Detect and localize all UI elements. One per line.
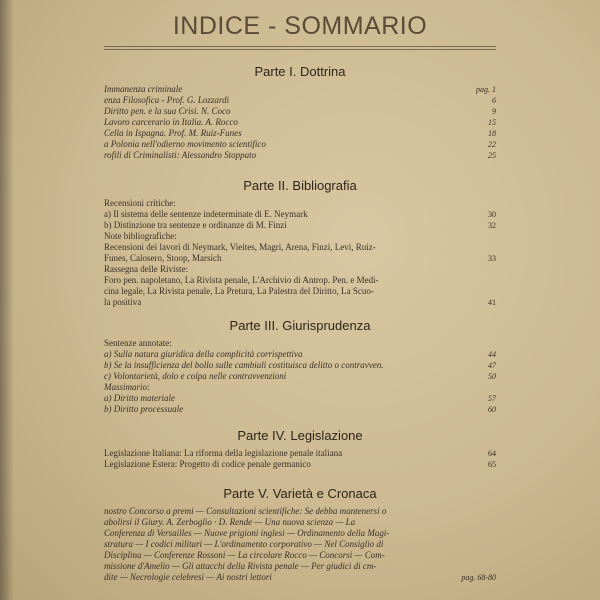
toc-entry-text: Disciplina — Conferenze Rossoni — La circolare Rocco — Concorsi — Com- bbox=[104, 550, 385, 560]
page-title: INDICE - SOMMARIO bbox=[172, 12, 428, 40]
toc-line bbox=[104, 150, 496, 161]
toc-page-number: pag. 1 bbox=[476, 85, 496, 94]
toc-line bbox=[104, 128, 496, 139]
toc-entry-text: Recensioni critiche: bbox=[104, 198, 176, 208]
toc-entry-text: a) Sulla natura giuridica della complicità corrispettiva bbox=[104, 349, 303, 359]
toc-page-number: 18 bbox=[488, 129, 496, 138]
toc-line bbox=[104, 382, 496, 393]
toc-line bbox=[104, 264, 496, 275]
toc-page-number: 65 bbox=[488, 460, 496, 469]
toc-line bbox=[104, 561, 496, 572]
toc-entry-text: stratura — I codici militari — L'ordinamento corporativo — Nel Consiglio di bbox=[104, 539, 384, 549]
toc-page-number: 32 bbox=[488, 221, 496, 230]
toc-entry-text: c) Volontarietà, dolo e colpa nelle contravvenzioni bbox=[104, 371, 287, 381]
toc-entry-text: missione d'Amelio — Gli attacchi della Rivista penale — Per giudici di cm- bbox=[104, 561, 377, 571]
section-3 bbox=[104, 318, 496, 415]
binding-shadow bbox=[0, 0, 14, 600]
toc-line bbox=[104, 448, 496, 459]
toc-line bbox=[104, 117, 496, 128]
toc-entry-text: Funes, Calosero, Stoop, Marsich bbox=[104, 253, 222, 263]
toc-page-number: 33 bbox=[488, 254, 496, 263]
toc-entry-text: Rassegna delle Riviste: bbox=[104, 264, 188, 274]
section-heading: Parte V. Varietà e Cronaca bbox=[223, 486, 377, 501]
toc-line bbox=[104, 572, 496, 583]
toc-page-number: 41 bbox=[488, 298, 496, 307]
toc-line bbox=[104, 338, 496, 349]
toc-line bbox=[104, 286, 496, 297]
section-heading: Parte II. Bibliografia bbox=[243, 178, 357, 193]
toc-page-number: pag. 68-80 bbox=[461, 573, 496, 582]
toc-entry-text: Foro pen. napoletano, La Rivista penale, L'Archivio di Antrop. Pen. e Medi- bbox=[104, 275, 379, 285]
toc-page-number: 57 bbox=[488, 394, 496, 403]
toc-line bbox=[104, 539, 496, 550]
section-1 bbox=[104, 64, 496, 161]
toc-line bbox=[104, 517, 496, 528]
toc-entry-text: Recensioni dei lavori di Neymark, Vieites, Magri, Arena, Finzi, Levi, Ruiz- bbox=[104, 242, 376, 252]
toc-entry-text: Lavoro carcerario in Italia. A. Rocco bbox=[104, 117, 238, 127]
section-heading: Parte IV. Legislazione bbox=[237, 428, 363, 443]
section-heading: Parte III. Giurisprudenza bbox=[229, 318, 371, 333]
toc-line bbox=[104, 371, 496, 382]
toc-line bbox=[104, 106, 496, 117]
toc-line bbox=[104, 275, 496, 286]
toc-entry-text: b) Distinzione tra sentenze e ordinanze di M. Finzi bbox=[104, 220, 287, 230]
toc-entry-text: rofili di Criminalisti: Alessandro Stoppato bbox=[104, 150, 257, 160]
toc-entry-text: Sentenze annotate: bbox=[104, 338, 172, 348]
section-5 bbox=[104, 486, 496, 583]
toc-line bbox=[104, 242, 496, 253]
toc-entry-text: b) Se la insufficienza del bollo sulle cambiali costituisca delitto o contravven. bbox=[104, 360, 384, 370]
toc-entry-text: Immanenza criminale bbox=[104, 84, 183, 94]
toc-page-number: 50 bbox=[488, 372, 496, 381]
toc-entry-text: enza Filosofica - Prof. G. Lozzardi bbox=[104, 95, 230, 105]
toc-entry-text: abolirsi il Giury. A. Zerboglio · D. Rende — Una nuova scienza — La bbox=[104, 517, 356, 527]
toc-page-number: 47 bbox=[488, 361, 496, 370]
toc-line bbox=[104, 231, 496, 242]
toc-line bbox=[104, 459, 496, 470]
toc-entry-text: cina legale, La Rivista penale, La Pretura, La Palestra del Diritto, La Scuo- bbox=[104, 286, 374, 296]
toc-line bbox=[104, 95, 496, 106]
toc-line bbox=[104, 528, 496, 539]
toc-page-number: 25 bbox=[488, 151, 496, 160]
toc-entry-text: Cella in Ispagna. Prof. M. Ruiz-Funes bbox=[104, 128, 242, 138]
section-4 bbox=[104, 428, 496, 470]
toc-line bbox=[104, 297, 496, 308]
toc-line bbox=[104, 550, 496, 561]
toc-page-number: 44 bbox=[488, 350, 496, 359]
toc-line bbox=[104, 253, 496, 264]
toc-entry-text: Conferenza di Versailles — Nuove prigioni inglesi — Ordinamento della Magi- bbox=[104, 528, 390, 538]
title-rule-bottom bbox=[104, 49, 496, 50]
toc-page-number: 64 bbox=[488, 449, 496, 458]
toc-entry-text: Legislazione Italiana: La riforma della legislazione penale italiana bbox=[104, 448, 343, 458]
title-rule-top bbox=[104, 46, 496, 47]
section-heading: Parte I. Dottrina bbox=[254, 64, 346, 79]
toc-line bbox=[104, 506, 496, 517]
toc-entry-text: Legislazione Estera: Progetto di codice penale germanico bbox=[104, 459, 311, 469]
toc-entry-text: a) Il sistema delle sentenze indeterminate di E. Neymark bbox=[104, 209, 308, 219]
toc-entry-text: b) Diritto processuale bbox=[104, 404, 184, 414]
section-2 bbox=[104, 178, 496, 308]
toc-page-number: 30 bbox=[488, 210, 496, 219]
toc-page-number: 6 bbox=[492, 96, 496, 105]
toc-page-number: 60 bbox=[488, 405, 496, 414]
toc-page-number: 9 bbox=[492, 107, 496, 116]
toc-line bbox=[104, 209, 496, 220]
toc-page-number: 15 bbox=[488, 118, 496, 127]
toc-entry-text: a Polonia nell'odierno movimento scientifico bbox=[104, 139, 266, 149]
toc-page-number: 22 bbox=[488, 140, 496, 149]
toc-entry-text: Note bibliografiche: bbox=[104, 231, 177, 241]
toc-entry-text: Massimario: bbox=[104, 382, 151, 392]
toc-entry-text: la positiva bbox=[104, 297, 142, 307]
toc-line bbox=[104, 404, 496, 415]
toc-line bbox=[104, 349, 496, 360]
toc-line bbox=[104, 198, 496, 209]
toc-line bbox=[104, 139, 496, 150]
toc-line bbox=[104, 84, 496, 95]
toc-entry-text: Diritto pen. e la sua Crisi. N. Coco bbox=[104, 106, 231, 116]
toc-line bbox=[104, 393, 496, 404]
toc-entry-text: dite — Necrologie celebresi — Ai nostri lettori bbox=[104, 572, 272, 582]
toc-entry-text: nostro Concorso a premi — Consultazioni scientifiche: Se debba mantenersi o bbox=[104, 506, 387, 516]
toc-entry-text: a) Diritto materiale bbox=[104, 393, 175, 403]
toc-line bbox=[104, 220, 496, 231]
toc-line bbox=[104, 360, 496, 371]
